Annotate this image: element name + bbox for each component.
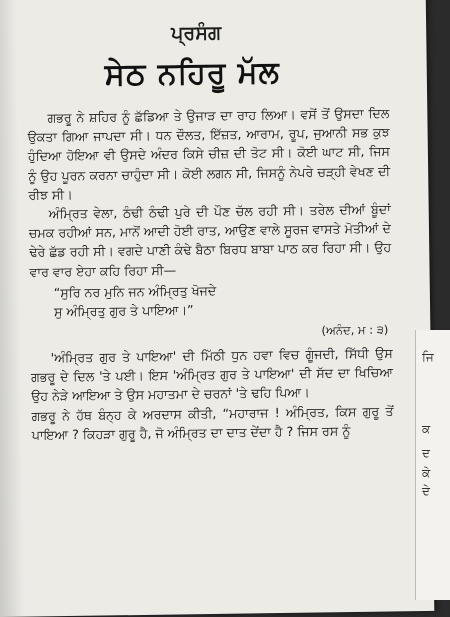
adjacent-fragment: ਦੇ bbox=[422, 484, 430, 498]
paragraph-3: 'ਅੰਮ੍ਰਿਤ ਗੁਰ ਤੇ ਪਾਇਆ' ਦੀ ਮਿੱਠੀ ਧੁਨ ਹਵਾ ਵਿਚ ਗੂੰਜਦੀ, ਸਿੱਧੀ ਉਸ ਗਭਰੂ ਦੇ ਦਿਲ 'ਤੇ ਪਈ। ਇਸ 'ਅੰਮ੍ਰਿਤ ਗੁਰ ਤੇ ਪਾਇਆ' ਦੀ ਸੱਦ ਦਾ ਖਿਚਿਆ ਉਹ ਨੇੜੇ ਆਇਆ ਤੇ ਉਸ ਮਹਾਤਮਾ ਦੇ ਚਰਨਾਂ 'ਤੇ ਢਹਿ ਪਿਆ। bbox=[30, 345, 394, 404]
body-text bbox=[27, 103, 394, 444]
quote-citation: (ਅਨੰਦ, ਮ : ੩) bbox=[321, 322, 389, 338]
adjacent-fragment: ਦ bbox=[422, 446, 430, 460]
adjacent-fragment: ਜਿ bbox=[422, 350, 434, 364]
section-heading: ਪ੍ਰਸੰਗ bbox=[171, 21, 222, 45]
adjacent-page bbox=[415, 330, 450, 600]
quote-line-1: “ਸੁਰਿ ਨਰ ਮੁਨਿ ਜਨ ਅੰਮ੍ਰਿਤੁ ਖੋਜਦੇ bbox=[53, 282, 217, 301]
quotation bbox=[54, 278, 392, 321]
adjacent-fragment: ਕ bbox=[422, 422, 431, 436]
quote-line-2: ਸੁ ਅੰਮ੍ਰਿਤੁ ਗੁਰ ਤੇ ਪਾਇਆ।” bbox=[53, 302, 194, 320]
adjacent-fragment: ਕੇ bbox=[422, 466, 431, 480]
paragraph-2: ਅੰਮ੍ਰਿਤ ਵੇਲਾ, ਠੰਢੀ ਠੰਢੀ ਪੁਰੇ ਦੀ ਪੌਣ ਚੱਲ ਰਹੀ ਸੀ। ਤਰੇਲ ਦੀਆਂ ਬੂੰਦਾਂ ਚਮਕ ਰਹੀਆਂ ਸਨ, ਮਾਨੋਂ ਆਦੀ ਹੋਈ ਰਾਤ, ਆਉਣ ਵਾਲੇ ਸੂਰਜ ਵਾਸਤੇ ਮੋਤੀਆਂ ਦੇ ਢੇਰੇ ਛੱਡ ਰਹੀ ਸੀ। ਵਗਦੇ ਪਾਣੀ ਕੰਢੇ ਬੈਠਾ ਬਿਰਧ ਬਾਬਾ ਪਾਠ ਕਰ ਰਿਹਾ ਸੀ। ਉਹ ਵਾਰ ਵਾਰ ਏਹਾ ਕਹਿ ਰਿਹਾ ਸੀ— bbox=[28, 201, 392, 280]
chapter-title: ਸੇਠ ਨਹਿਰੂ ਮੱਲ bbox=[104, 55, 281, 93]
paragraph-1: ਗਭਰੂ ਨੇ ਸ਼ਹਿਰ ਨੂੰ ਛੱਡਿਆ ਤੇ ਉਜਾੜ ਦਾ ਰਾਹ ਲਿਆ। ਵਸੋਂ ਤੋਂ ਉਸਦਾ ਦਿਲ ਉਕਤਾ ਗਿਆ ਜਾਪਦਾ ਸੀ। ਧਨ ਦੌਲਤ, ਇੱਜ਼ਤ, ਆਰਾਮ, ਰੂਪ, ਜੁਆਨੀ ਸਭ ਕੁਝ ਹੁੰਦਿਆ ਹੋਇਆ ਵੀ ਉਸਦੇ ਅੰਦਰ ਕਿਸੇ ਚੀਜ਼ ਦੀ ਤੋਟ ਸੀ। ਕੋਈ ਘਾਟ ਸੀ, ਜਿਸ ਨੂੰ ਉਹ ਪੂਰਨ ਕਰਨਾ ਚਾਹੁੰਦਾ ਸੀ। ਕੋਈ ਲਗਨ ਸੀ, ਜਿਸਨੂੰ ਨੇਪਰੇ ਚੜ੍ਹੀ ਵੇਖਣ ਦੀ ਰੀਝ ਸੀ। bbox=[27, 105, 391, 203]
paragraph-4: ਗਭਰੂ ਨੇ ਹੱਥ ਬੰਨ੍ਹ ਕੇ ਅਰਦਾਸ ਕੀਤੀ, “ਮਹਾਰਾਜ ! ਅੰਮ੍ਰਿਤ, ਕਿਸ ਗੁਰੂ ਤੋਂ ਪਾਇਆ ? ਕਿਹੜਾ ਗੁਰੂ ਹੈ, ਜੋ ਅੰਮ੍ਰਿਤ ਦਾ ਦਾਤ ਦੇਂਦਾ ਹੈ ? ਜਿਸ ਰਸ ਨੂੰ bbox=[31, 403, 394, 443]
page-gutter-shadow bbox=[0, 0, 24, 617]
